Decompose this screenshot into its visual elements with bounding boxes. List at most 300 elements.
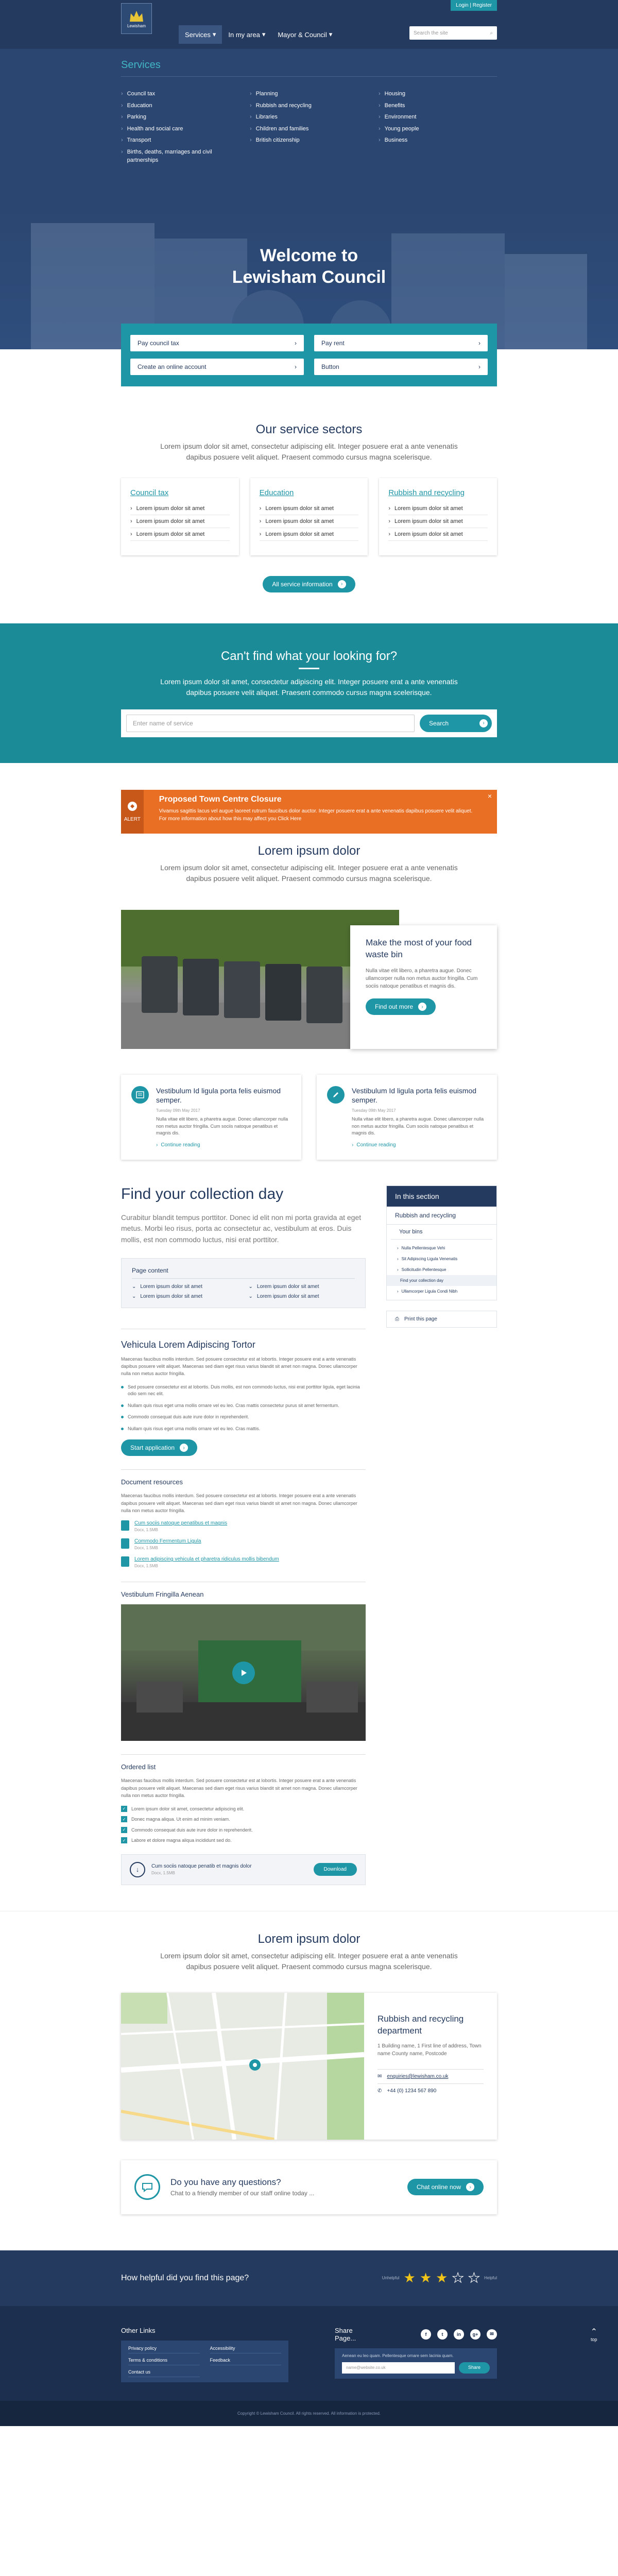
button-row	[121, 1439, 366, 1456]
print-label: Print this page	[404, 1316, 437, 1322]
mega-link[interactable]	[121, 134, 239, 146]
back-to-top-button[interactable]	[591, 2327, 597, 2342]
chevron-right-icon: ›	[259, 505, 262, 512]
chevron-right-icon: ›	[388, 505, 390, 512]
sector-link-label: Lorem ipsum dolor sit amet	[136, 505, 205, 512]
document-icon	[121, 1556, 129, 1567]
login-register-link[interactable]: Login | Register	[451, 0, 497, 11]
page-content-link[interactable]	[249, 1284, 355, 1290]
twitter-icon[interactable]: t	[437, 2329, 448, 2340]
article-heading: Vehicula Lorem Adipiscing Tortor	[121, 1329, 366, 1350]
page-rating	[0, 2250, 618, 2306]
section-text: Lorem ipsum dolor sit amet, consectetur adipiscing elit. Integer posuere erat a ante venenatis dapibus posuere velit aliquet. Praesent commodo cursus magna scelerisque.	[160, 442, 458, 461]
mega-link[interactable]	[121, 88, 239, 100]
document-item[interactable]	[121, 1538, 366, 1550]
video-player[interactable]	[121, 1604, 366, 1741]
mega-link[interactable]	[121, 100, 239, 112]
sector-link[interactable]	[388, 515, 488, 528]
site-header	[0, 0, 618, 49]
quick-links-panel	[121, 324, 497, 386]
page-title: Find your collection day	[121, 1185, 284, 1202]
button-label: Search	[429, 719, 449, 727]
sector-link[interactable]	[260, 515, 359, 528]
close-icon[interactable]: ×	[487, 791, 492, 800]
alert-label: ALERT	[124, 816, 141, 822]
sector-link[interactable]	[388, 502, 488, 515]
sector-link[interactable]	[260, 502, 359, 515]
chat-online-button[interactable]	[407, 2179, 484, 2195]
nav-services[interactable]	[179, 25, 222, 44]
bullet-text: Nullam quis risus eget urna mollis ornare vel eu leo. Cras mattis consectetur purus sit amet fermentum.	[128, 1402, 339, 1408]
chevron-right-icon: ›	[250, 91, 252, 97]
page-content-links	[132, 1284, 355, 1299]
chevron-right-icon: ›	[130, 518, 132, 524]
news-title[interactable]: Vestibulum Id ligula porta felis euismod semper.	[352, 1086, 477, 1105]
news-title[interactable]: Vestibulum Id ligula porta felis euismod semper.	[156, 1086, 281, 1105]
footer-link[interactable]: Contact us	[128, 2369, 200, 2377]
star-icon[interactable]: ★	[452, 2270, 464, 2286]
contact-section	[0, 1911, 618, 2214]
footer-link[interactable]: Privacy policy	[128, 2346, 200, 2353]
chevron-right-icon: ›	[259, 518, 262, 524]
sector-card	[250, 478, 368, 555]
services-mega-menu	[0, 49, 618, 202]
quick-link-button[interactable]	[314, 359, 488, 375]
section-title: Lorem ipsum dolor	[258, 843, 360, 858]
button-row	[121, 576, 497, 592]
chevron-down-icon: ▾	[329, 30, 333, 38]
nav-mayor-council[interactable]	[271, 25, 338, 44]
sector-link-label: Lorem ipsum dolor sit amet	[265, 531, 334, 537]
quick-link-button[interactable]	[314, 335, 488, 351]
newspaper-icon	[131, 1086, 149, 1104]
continue-reading-link[interactable]	[156, 1142, 291, 1148]
sidebar-link-label: Ullamcorper Ligula Condi Nibh	[401, 1289, 458, 1294]
share-title: Share Page...	[335, 2326, 356, 2342]
feature-text: Nulla vitae elit libero, a pharetra augue. Donec ullamcorper nulla non metus auctor fringilla. Cum sociis natoque penatibus et magnis dis.	[366, 968, 478, 990]
bullet-dot	[121, 1416, 124, 1418]
header-search-input[interactable]	[409, 26, 497, 40]
link-label: Lorem ipsum dolor sit amet	[140, 1283, 202, 1290]
mega-link-label: Environment	[384, 114, 417, 120]
mega-link[interactable]	[379, 123, 497, 135]
chevron-right-icon: ›	[295, 363, 297, 370]
continue-reading-link[interactable]	[352, 1142, 487, 1148]
download-title: Cum sociis natoque penatib et magnis dolor	[151, 1863, 252, 1870]
service-search-input[interactable]: Enter name of service	[126, 715, 415, 732]
share-text: Aenean eu leo quam. Pellentesque ornare sem lacinia quam.	[342, 2353, 454, 2358]
chevron-right-icon: ›	[338, 580, 346, 588]
sector-card	[121, 478, 239, 555]
questions-banner	[121, 2160, 497, 2214]
quick-link-button[interactable]	[130, 335, 304, 351]
mega-menu-title: Services	[121, 59, 161, 71]
sidebar-links	[387, 1240, 496, 1300]
article-intro: Curabitur blandit tempus porttitor. Donec id elit non mi porta gravida at eget metus. Morbi leo risus, porta ac consectetur ac, vestibulum at eros. Duis mollis, est non commodo luctus, nisi erat porttitor.	[121, 1213, 362, 1244]
service-sectors-section	[0, 386, 618, 623]
divider	[299, 668, 319, 669]
quick-link-button[interactable]	[130, 359, 304, 375]
mega-link[interactable]	[250, 123, 368, 135]
chevron-down-icon: ⌄	[248, 1283, 253, 1290]
hero-title-line: Welcome to	[260, 245, 358, 265]
button-label: Start application	[130, 1444, 175, 1452]
section-text: Lorem ipsum dolor sit amet, consectetur adipiscing elit. Integer posuere erat a ante venenatis dapibus posuere velit aliquet. Praesent commodo cursus magna scelerisque.	[160, 863, 458, 883]
document-title[interactable]: Lorem adipiscing vehicula et pharetra ridiculus mollis bibendum	[134, 1556, 279, 1563]
chevron-right-icon: ›	[397, 1267, 399, 1272]
ordered-list-heading: Ordered list	[121, 1754, 366, 1771]
page-content-link[interactable]	[249, 1294, 355, 1299]
link-label: Continue reading	[356, 1142, 396, 1148]
facebook-icon[interactable]: f	[421, 2329, 431, 2340]
search-icon[interactable]: ⌕	[490, 30, 493, 36]
feature-card	[350, 925, 497, 1049]
top-label: top	[591, 2336, 597, 2342]
print-page-button[interactable]	[386, 1311, 497, 1328]
chevron-right-icon: ›	[352, 1142, 354, 1148]
mega-link-label: Births, deaths, marriages and civil partnerships	[127, 148, 212, 163]
footer-link[interactable]: Terms & conditions	[128, 2358, 200, 2365]
chevron-right-icon: ›	[478, 363, 480, 370]
chevron-right-icon: ›	[250, 102, 252, 109]
sector-link[interactable]	[130, 515, 230, 528]
star-icon[interactable]: ★	[419, 2270, 432, 2286]
rating-low-label: Unhelpful	[382, 2276, 400, 2281]
video-heading: Vestibulum Fringilla Aenean	[121, 1582, 366, 1598]
chevron-down-icon: ⌄	[132, 1293, 136, 1299]
chevron-right-icon: ›	[295, 339, 297, 347]
footer-link[interactable]: Feedback	[210, 2358, 282, 2365]
alert-banner	[121, 790, 497, 834]
sidebar-link[interactable]	[387, 1286, 496, 1297]
sector-link-label: Lorem ipsum dolor sit amet	[265, 518, 334, 524]
page-content-link[interactable]	[132, 1294, 238, 1299]
news-body	[156, 1086, 291, 1148]
document-resources-heading: Document resources	[121, 1469, 366, 1486]
mega-link-label: Health and social care	[127, 125, 183, 132]
news-text: Nulla vitae elit libero, a pharetra augue. Donec ullamcorper nulla non metus auctor fringilla. Cum sociis natoque penatibus et magnis dis.	[156, 1116, 288, 1136]
sector-card-title[interactable]: Rubbish and recycling	[388, 488, 465, 497]
mega-link-label: Rubbish and recycling	[255, 102, 312, 109]
news-card	[317, 1075, 497, 1160]
all-service-information-button[interactable]	[263, 576, 355, 592]
mega-link-label: Planning	[255, 91, 278, 97]
sector-link[interactable]	[130, 528, 230, 541]
page-content-box	[121, 1258, 366, 1308]
page-content-title: Page content	[132, 1267, 355, 1279]
email-value: enquiries@lewisham.co.uk	[387, 2073, 449, 2079]
mega-link-label: Education	[127, 102, 152, 109]
download-icon: ↓	[130, 1862, 145, 1877]
document-icon	[121, 1520, 129, 1531]
link-label: Continue reading	[161, 1142, 200, 1148]
sidebar-section-link[interactable]: Rubbish and recycling	[387, 1207, 496, 1225]
other-links-box	[121, 2341, 288, 2382]
sector-link-label: Lorem ipsum dolor sit amet	[265, 505, 334, 512]
share-header	[335, 2327, 497, 2342]
chevron-right-icon: ›	[130, 505, 132, 512]
site-search-section	[0, 623, 618, 763]
alert-body	[144, 790, 497, 834]
chevron-right-icon: ›	[379, 102, 381, 109]
search-section-title: Can't find what your looking for?	[220, 649, 398, 663]
news-body	[352, 1086, 487, 1148]
document-icon	[121, 1538, 129, 1549]
sidebar-link-label: Nulla Pellentesque Vehi	[401, 1245, 445, 1250]
page-content-link[interactable]	[132, 1284, 238, 1290]
quick-link-label: Create an online account	[138, 363, 207, 370]
chevron-right-icon: ›	[121, 125, 123, 132]
share-email-input[interactable]: name@website.co.uk	[342, 2362, 455, 2374]
check-icon: ✓	[121, 1806, 127, 1812]
star-icon[interactable]: ★	[436, 2270, 448, 2286]
sidebar-link[interactable]	[387, 1264, 496, 1275]
news-card	[121, 1075, 301, 1160]
bullet-dot	[121, 1428, 124, 1430]
mega-link-label: Council tax	[127, 91, 156, 97]
checklist-text: Donec magna aliqua. Ut enim ad minim veniam.	[131, 1817, 230, 1822]
email-icon: ✉	[377, 2073, 382, 2079]
mega-menu-grid	[121, 88, 497, 166]
check-icon: ✓	[121, 1837, 127, 1843]
bullet-text: Commodo consequat duis aute irure dolor in reprehenderit.	[128, 1414, 249, 1420]
button-label: Find out more	[375, 1003, 414, 1011]
contact-card	[121, 1993, 497, 2140]
article-paragraph: Maecenas faucibus mollis interdum. Sed posuere consectetur est at lobortis. Integer posuere erat a ante venenatis dapibus posuere velit aliquet. Maecenas sed diam eget risus varius blandit sit amet non magna. Donec ullamcorper nulla non metus auctor fringilla.	[121, 1356, 357, 1377]
chevron-right-icon: ›	[130, 531, 132, 537]
news-date: Tuesday 09th May 2017	[352, 1108, 396, 1113]
chevron-right-icon: ›	[397, 1256, 399, 1261]
bullet-item	[121, 1426, 366, 1433]
star-icon[interactable]: ★	[468, 2270, 480, 2286]
chevron-right-icon: ›	[250, 114, 252, 120]
linkedin-icon[interactable]: in	[454, 2329, 464, 2340]
questions-subtitle: Chat to a friendly member of our staff online today ...	[170, 2190, 315, 2197]
star-rating	[382, 2270, 497, 2286]
chevron-right-icon: ›	[388, 518, 390, 524]
feature-title: Make the most of your food waste bin	[366, 937, 472, 960]
alert-title: Proposed Town Centre Closure	[159, 794, 282, 804]
questions-title: Do you have any questions?	[170, 2177, 281, 2188]
council-logo[interactable]	[121, 3, 152, 34]
checklist-text: Lorem ipsum dolor sit amet, consectetur adipiscing elit.	[131, 1806, 245, 1811]
mega-link-label: Libraries	[255, 114, 278, 120]
chevron-right-icon: ›	[250, 137, 252, 143]
mega-link[interactable]	[121, 146, 239, 166]
location-map[interactable]	[121, 1993, 364, 2140]
hero-title-line: Lewisham Council	[232, 267, 386, 287]
link-label: Lorem ipsum dolor sit amet	[140, 1293, 202, 1299]
sector-link-label: Lorem ipsum dolor sit amet	[136, 531, 205, 537]
contact-email[interactable]	[377, 2069, 484, 2083]
chevron-right-icon: ›	[379, 114, 381, 120]
chevron-right-icon: ›	[250, 125, 252, 132]
link-label: Lorem ipsum dolor sit amet	[256, 1283, 319, 1290]
checklist-text: Labore et dolore magna aliqua incididunt sed do.	[131, 1838, 232, 1843]
mega-link[interactable]	[379, 111, 497, 123]
in-this-section-nav	[386, 1185, 497, 1300]
section-title: Our service sectors	[255, 422, 363, 436]
star-icon[interactable]: ★	[403, 2270, 416, 2286]
chevron-right-icon: ›	[180, 1444, 188, 1452]
bullet-dot	[121, 1386, 124, 1388]
sector-link[interactable]	[130, 502, 230, 515]
chevron-right-icon: ›	[121, 91, 123, 97]
mega-link[interactable]	[121, 111, 239, 123]
pencil-icon	[327, 1086, 345, 1104]
hero-title	[0, 245, 618, 289]
sidebar-link[interactable]	[387, 1253, 496, 1264]
article-paragraph: Maecenas faucibus mollis interdum. Sed posuere consectetur est at lobortis. Integer posuere erat a ante venenatis dapibus posuere velit aliquet. Maecenas sed diam eget risus varius blandit sit amet non magna. Donec ullamcorper nulla non metus auctor fringilla.	[121, 1778, 357, 1799]
checklist-item	[121, 1827, 366, 1834]
mega-link[interactable]	[379, 134, 497, 146]
chevron-right-icon: ›	[259, 531, 262, 537]
document-title[interactable]: Commodo Fermentum Ligula	[134, 1538, 201, 1545]
mega-link[interactable]	[250, 134, 368, 146]
mega-link-label: Children and families	[255, 125, 309, 132]
sector-card-title[interactable]: Education	[259, 488, 294, 497]
start-application-button[interactable]	[121, 1439, 197, 1456]
bullet-item	[121, 1402, 366, 1410]
document-title[interactable]: Cum sociis natoque penatibus et magnis	[134, 1520, 228, 1527]
bullet-item	[121, 1414, 366, 1421]
mega-link-label: Business	[384, 137, 408, 143]
chevron-down-icon: ⌄	[132, 1283, 136, 1290]
map-graphic	[121, 1993, 364, 2140]
sidebar-title: In this section	[387, 1186, 496, 1207]
contact-phone[interactable]	[377, 2083, 484, 2098]
contact-address: 1 Building name, 1 First line of address, Town name County name, Postcode	[377, 2043, 482, 2057]
site-footer	[0, 2306, 618, 2401]
find-out-more-button[interactable]	[366, 998, 436, 1015]
checklist-item	[121, 1806, 366, 1812]
sector-card	[379, 478, 497, 555]
alert-icon-panel	[121, 790, 144, 834]
play-icon[interactable]	[232, 1662, 255, 1684]
feature-block	[121, 910, 497, 1049]
phone-value: +44 (0) 1234 567 890	[387, 2088, 437, 2094]
sidebar-link[interactable]	[387, 1243, 496, 1253]
sidebar	[386, 1185, 497, 1328]
search-section-text: Lorem ipsum dolor sit amet, consectetur adipiscing elit. Integer posuere erat a ante venenatis dapibus posuere velit aliquet. Praesent commodo cursus magna scelerisque.	[160, 677, 458, 697]
bullet-item	[121, 1384, 366, 1398]
chevron-right-icon: ›	[397, 1245, 399, 1250]
document-meta: Docx, 1.5MB	[134, 1564, 158, 1569]
mega-link-label: Housing	[384, 91, 406, 97]
checklist-item	[121, 1816, 366, 1823]
chevron-right-icon: ›	[121, 114, 123, 120]
sector-link-label: Lorem ipsum dolor sit amet	[394, 531, 463, 537]
alert-text[interactable]: Vivamus sagittis lacus vel augue laoreet rutrum faucibus dolor auctor. Integer posuere erat a ante venenatis dapibus posuere velit aliquet. For more information about how this may affect you Click Here	[159, 808, 473, 822]
chevron-down-icon: ⌄	[248, 1293, 253, 1299]
chevron-right-icon: ›	[478, 339, 480, 347]
mega-link[interactable]	[250, 111, 368, 123]
mega-link[interactable]	[121, 123, 239, 135]
divider	[121, 76, 497, 77]
chevron-right-icon: ›	[466, 2183, 474, 2191]
mega-column	[379, 88, 497, 166]
rating-high-label: Helpful	[484, 2276, 497, 2281]
chevron-right-icon: ›	[379, 125, 381, 132]
news-date: Tuesday 09th May 2017	[156, 1108, 200, 1113]
chevron-right-icon: ›	[121, 148, 123, 155]
google-plus-icon[interactable]: g+	[470, 2329, 480, 2340]
link-label: Lorem ipsum dolor sit amet	[256, 1293, 319, 1299]
phone-icon: ✆	[377, 2088, 382, 2094]
crown-icon	[129, 9, 144, 23]
chevron-right-icon: ›	[379, 91, 381, 97]
sector-card-title[interactable]: Council tax	[130, 488, 169, 497]
search-placeholder: Search the site	[414, 30, 448, 36]
nav-in-my-area[interactable]	[222, 25, 271, 44]
social-links	[421, 2329, 497, 2340]
sidebar-link-current[interactable]	[387, 1275, 496, 1286]
mega-link[interactable]	[379, 88, 497, 100]
quick-link-label: Pay rent	[321, 339, 345, 347]
chevron-down-icon: ▾	[212, 30, 216, 38]
share-form	[342, 2362, 490, 2374]
other-links-title: Other Links	[121, 2326, 156, 2334]
mega-column	[250, 88, 368, 166]
sector-link[interactable]	[388, 528, 488, 541]
mega-link[interactable]	[250, 88, 368, 100]
chevron-right-icon: ›	[479, 719, 488, 727]
checklist-text: Commodo consequat duis aute irure dolor in reprehenderit.	[131, 1827, 253, 1833]
questions-text	[170, 2177, 314, 2197]
rating-question: How helpful did you find this page?	[121, 2273, 249, 2282]
mega-link-label: Parking	[127, 114, 146, 120]
mega-link[interactable]	[250, 100, 368, 112]
footer-link[interactable]: Accessibility	[210, 2346, 282, 2353]
check-icon: ✓	[121, 1827, 127, 1833]
chevron-right-icon: ›	[121, 102, 123, 109]
download-box	[121, 1854, 366, 1885]
email-share-icon[interactable]: ✉	[487, 2329, 497, 2340]
document-item[interactable]	[121, 1556, 366, 1568]
logo-text: Lewisham	[127, 23, 146, 28]
section-title: Lorem ipsum dolor	[258, 1931, 360, 1946]
chevron-right-icon: ›	[379, 137, 381, 143]
chat-icon	[134, 2174, 160, 2200]
printer-icon: ⎙	[395, 1316, 399, 1322]
sidebar-subsection-link[interactable]: Your bins	[391, 1225, 492, 1240]
bullet-dot	[121, 1404, 124, 1407]
chevron-down-icon: ▾	[262, 30, 266, 38]
search-button[interactable]	[420, 715, 492, 732]
chevron-right-icon: ›	[156, 1142, 158, 1148]
chevron-right-icon: ›	[397, 1289, 399, 1294]
other-links	[121, 2327, 288, 2382]
quick-link-label: Button	[321, 363, 339, 370]
news-cards	[121, 1075, 497, 1160]
bullet-text: Nullam quis risus eget urna mollis ornare vel eu leo. Cras mattis.	[128, 1426, 261, 1431]
share-button[interactable]: Share	[459, 2362, 490, 2374]
sector-cards	[121, 478, 497, 555]
nav-label: Services	[185, 30, 211, 39]
download-meta: Docx, 1.5MB	[151, 1871, 175, 1876]
nav-label: Mayor & Council	[278, 30, 327, 39]
sector-link[interactable]	[260, 528, 359, 541]
mega-column	[121, 88, 239, 166]
copyright-text: Copyright © Lewisham Council. All rights reserved. All information is protected.	[0, 2401, 618, 2426]
button-label: All service information	[272, 580, 333, 588]
mega-link[interactable]	[379, 100, 497, 112]
button-label: Chat online now	[416, 2183, 461, 2191]
mega-link-label: Transport	[127, 137, 151, 143]
download-button[interactable]: Download	[314, 1863, 357, 1876]
document-item[interactable]	[121, 1520, 366, 1532]
share-box	[335, 2348, 497, 2379]
